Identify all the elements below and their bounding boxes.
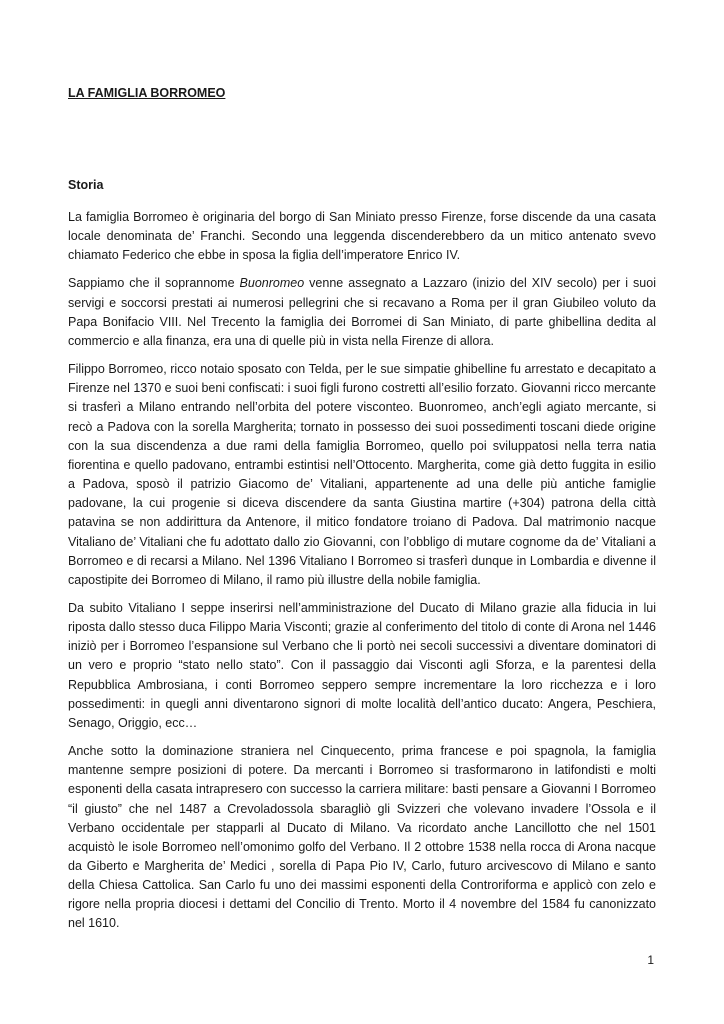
paragraph-filippo: Filippo Borromeo, ricco notaio sposato con Telda, per le sue simpatie ghibelline fu arrestato e decapitato a Firenze nel 1370 e suoi beni confiscati: i suoi figli furono costretti all’esilio forzato. Giovanni ricco mercante si trasferì a Milano entrando nell’orbita del potere visconteo. Buonromeo, anch’egli agiato mercante, si recò a Padova con la sorella Margherita; tornato in possesso dei suoi possedimenti toscani diede origine con la sua discendenza a due rami della famiglia Borromeo, quello poi sviluppatosi nella terra natia fiorentina e quello padovano, entrambi estintisi nell’Ottocento. Margherita, come già detto fuggita in esilio a Padova, sposò il patrizio Giacomo de’ Vitaliani, appartenente ad una delle più antiche famiglie padovane, la cui progenie si diceva discendere da santa Giustina martire (+304) patrona della città patavina se non addirittura da Antenore, il mitico fondatore troiano di Padova. Dal matrimonio nacque Vitaliano de’ Vitaliani che fu adottato dallo zio Giovanni, con l’obbligo di mutare cognome da de’ Vitaliani a Borromeo e di recarsi a Milano. Nel 1396 Vitaliano I Borromeo si trasferì dunque in Lombardia e divenne il capostipite dei Borromeo di Milano, il ramo più illustre della nobile famiglia. xyxy=(68,362,656,587)
paragraph-text-after: venne assegnato a Lazzaro (inizio del XIV secolo) per i suoi servigi e soccorsi prestati ai numerosi pellegrini che si recavano a Roma per il gran Giubileo voluto da Papa Bonifacio VIII. Nel Trecento la famiglia dei Borromei di San Miniato, di parte ghibellina dedita al commercio e alla finanza, era una di quelle più in vista nella Firenze di allora. xyxy=(68,276,656,348)
document-body xyxy=(68,208,656,943)
paragraph-cinquecento: Anche sotto la dominazione straniera nel Cinquecento, prima francese e poi spagnola, la famiglia mantenne sempre posizioni di potere. Da mercanti i Borromeo si trasformarono in latifondisti e molti esponenti della casata intrapresero con successo la carriera militare: basti pensare a Giovanni I Borromeo “il giusto” che nel 1487 a Crevoladossola sbaragliò gli Svizzeri che volevano invadere l’Ossola e il Verbano occidentale per stapparli al Ducato di Milano. Va ricordato anche Lancillotto che nel 1501 acquistò le isole Borromeo nell’omonimo golfo del Verbano. Il 2 ottobre 1538 nella rocca di Arona nacque da Giberto e Margherita de’ Medici , sorella di Papa Pio IV, Carlo, futuro arcivescovo di Milano e santo della Chiesa Cattolica. San Carlo fu uno dei massimi esponenti della Controriforma e applicò con zelo e rigore nella propria diocesi i dettami del Concilio di Trento. Morto il 4 novembre del 1584 fu canonizzato nel 1610. xyxy=(68,744,656,931)
section-heading: Storia xyxy=(68,178,104,192)
paragraph-vitaliano: Da subito Vitaliano I seppe inserirsi nell’amministrazione del Ducato di Milano grazie alla fiducia in lui riposta dallo stesso duca Filippo Maria Visconti; grazie al conferimento del titolo di conte di Arona nel 1446 iniziò per i Borromeo l’espansione sul Verbano che li portò nei secoli successivi a diventare dominatori di un vero e proprio “stato nello stato”. Con il passaggio dai Visconti agli Sforza, e la parentesi della Repubblica Ambrosiana, i conti Borromeo seppero sempre incrementare la loro ricchezza e i loro possedimenti: in quegli anni diventarono signori di molte località dell’antico ducato: Angera, Peschiera, Senago, Origgio, ecc… xyxy=(68,600,656,730)
paragraph-text-before: Sappiamo che il soprannome xyxy=(68,276,240,291)
paragraph-buonromeo xyxy=(68,274,656,351)
italic-term: Buonromeo xyxy=(239,276,305,291)
page-number: 1 xyxy=(647,953,654,967)
document-title: LA FAMIGLIA BORROMEO xyxy=(68,86,226,100)
paragraph-origins: La famiglia Borromeo è originaria del borgo di San Miniato presso Firenze, forse discende da una casata locale denominata de’ Franchi. Secondo una leggenda discenderebbero da un mitico antenato svevo chiamato Federico che ebbe in sposa la figlia dell’imperatore Enrico IV. xyxy=(68,210,656,263)
